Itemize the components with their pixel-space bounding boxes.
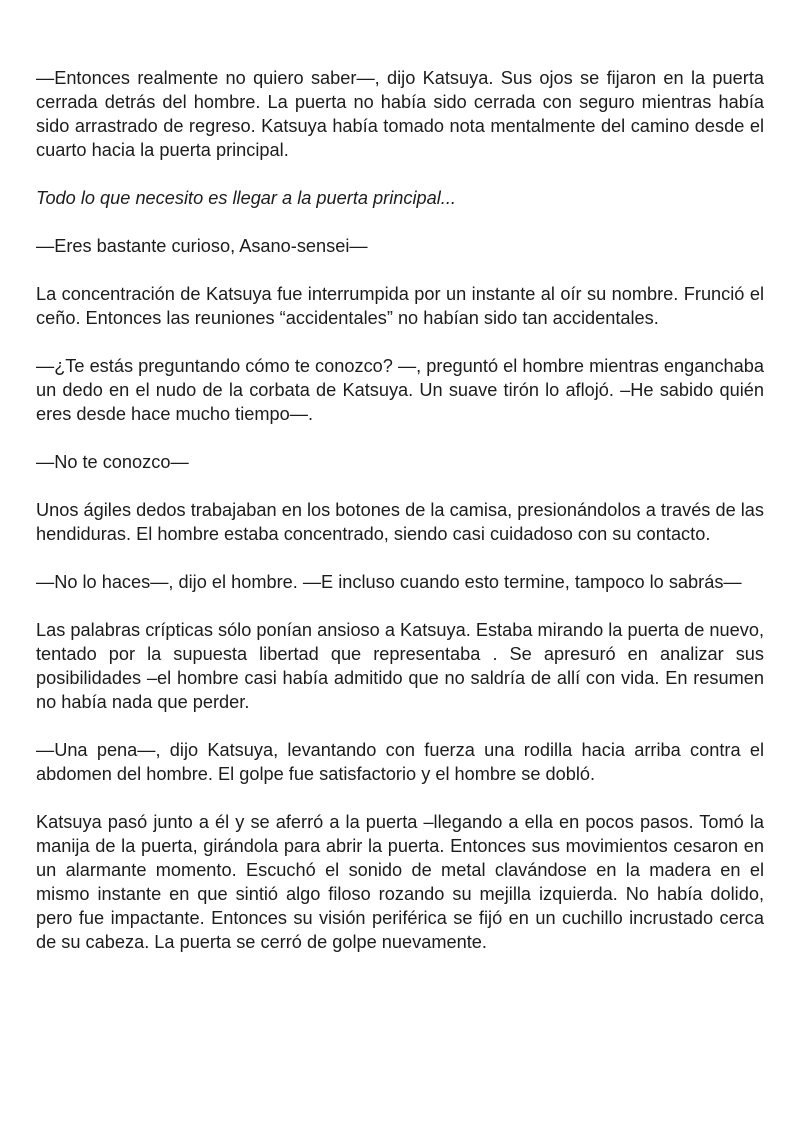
paragraph-5: —¿Te estás preguntando cómo te conozco? —, preguntó el hombre mientras enganchaba un dedo en el nudo de la corbata de Katsuya. Un suave tirón lo aflojó. –He sabido quién eres desde hace mucho tiempo—. — [36, 356, 764, 424]
document-page — [36, 66, 764, 978]
paragraph-3: —Eres bastante curioso, Asano-sensei— — [36, 236, 368, 256]
paragraph-4: La concentración de Katsuya fue interrumpida por un instante al oír su nombre. Frunció el ceño. Entonces las reuniones “accidentales” no habían sido tan accidentales. — [36, 284, 764, 328]
paragraph-10: —Una pena—, dijo Katsuya, levantando con fuerza una rodilla hacia arriba contra el abdomen del hombre. El golpe fue satisfactorio y el hombre se dobló. — [36, 740, 764, 784]
paragraph-6: —No te conozco— — [36, 452, 189, 472]
paragraph-1: —Entonces realmente no quiero saber—, dijo Katsuya. Sus ojos se fijaron en la puerta cerrada detrás del hombre. La puerta no había sido cerrada con seguro mientras había sido arrastrado de regreso. Katsuya había tomado nota mentalmente del camino desde el cuarto hacia la puerta principal. — [36, 68, 764, 160]
paragraph-2-italic-thought: Todo lo que necesito es llegar a la puerta principal... — [36, 188, 456, 208]
paragraph-11: Katsuya pasó junto a él y se aferró a la puerta –llegando a ella en pocos pasos. Tomó la manija de la puerta, girándola para abrir la puerta. Entonces sus movimientos cesaron en un alarmante momento. Escuchó el sonido de metal clavándose en la madera en el mismo instante en que sintió algo filoso rozando su mejilla izquierda. No había dolido, pero fue impactante. Entonces su visión periférica se fijó en un cuchillo incrustado cerca de su cabeza. La puerta se cerró de golpe nuevamente. — [36, 812, 764, 952]
paragraph-9: Las palabras crípticas sólo ponían ansioso a Katsuya. Estaba mirando la puerta de nuevo, tentado por la supuesta libertad que representaba . Se apresuró en analizar sus posibilidades –el hombre casi había admitido que no saldría de allí con vida. En resumen no había nada que perder. — [36, 620, 764, 712]
paragraph-8: —No lo haces—, dijo el hombre. —E incluso cuando esto termine, tampoco lo sabrás— — [36, 572, 742, 592]
paragraph-7: Unos ágiles dedos trabajaban en los botones de la camisa, presionándolos a través de las hendiduras. El hombre estaba concentrado, siendo casi cuidadoso con su contacto. — [36, 500, 764, 544]
